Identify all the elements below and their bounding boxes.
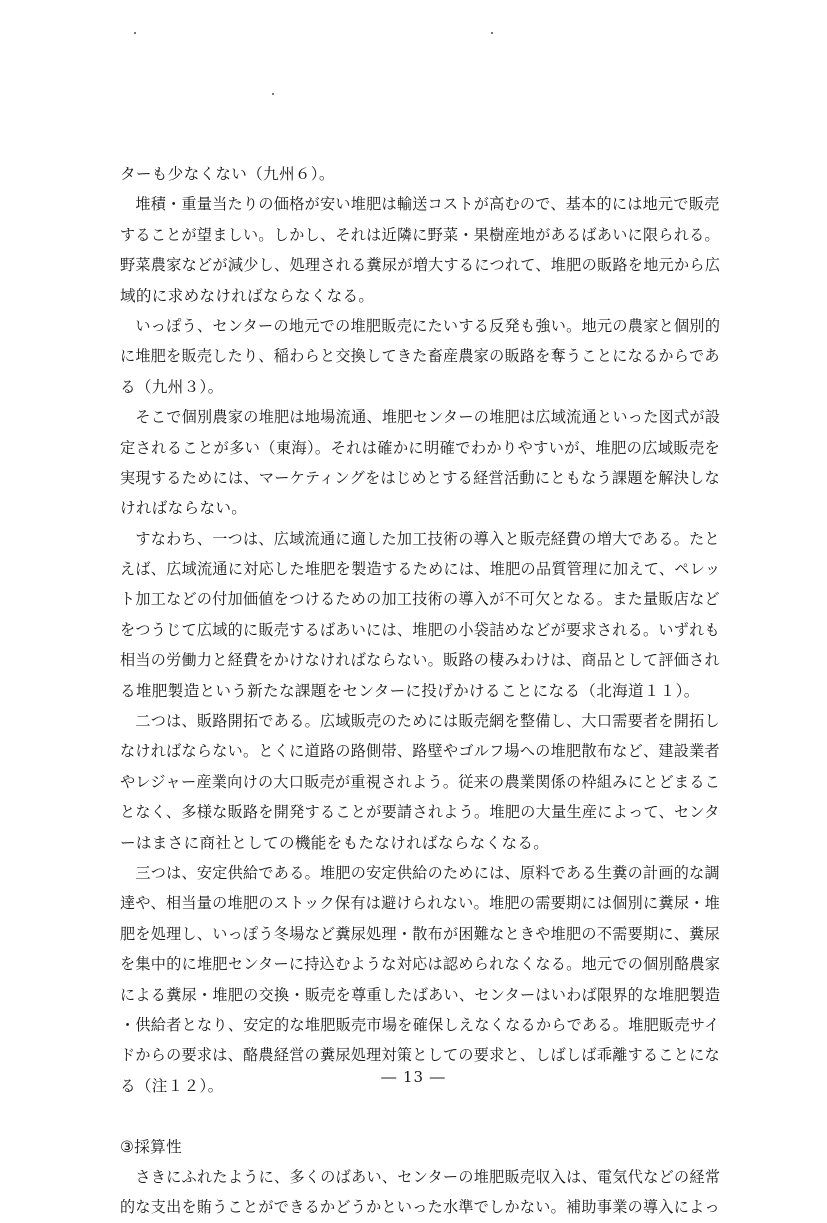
text-line: をつうじて広域的に販売するばあいには、堆肥の小袋詰めなどが要求される。いずれも (120, 620, 720, 639)
text-line: 野菜農家などが減少し、処理される糞尿が増大するにつれて、堆肥の販路を地元から広 (120, 256, 721, 275)
text-line: 的な支出を賄うことができるかどうかといった水準でしかない。補助事業の導入によっ (120, 1198, 720, 1217)
scan-speck (491, 32, 493, 34)
text-line: することが望ましい。しかし、それは近隣に野菜・果樹産地があるばあいに限られる。 (120, 225, 720, 244)
text-line: ト加工などの付加価値をつけるための加工技術の導入が不可欠となる。また量販店など (120, 590, 720, 609)
text-line: 達や、相当量の堆肥のストック保有は避けられない。堆肥の需要期には個別に糞尿・堆 (120, 894, 721, 913)
scan-speck (134, 32, 136, 34)
text-line: る（九州３）。 (120, 377, 224, 396)
blank-line (120, 1101, 720, 1131)
text-line: となく、多様な販路を開発することが要請されよう。堆肥の大量生産によって、センタ (120, 803, 720, 822)
text-line: る堆肥製造という新たな課題をセンターに投げかけることになる（北海道１１）。 (120, 681, 700, 700)
text-line: る（注１２）。 (120, 1076, 224, 1095)
text-line: えば、広域流通に対応した堆肥を製造するためには、堆肥の品質管理に加えて、ペレッ (120, 560, 721, 579)
text-line: そこで個別農家の堆肥は地場流通、堆肥センターの堆肥は広域流通といった図式が設 (120, 408, 721, 427)
text-line: 相当の労働力と経費をかけなければならない。販路の棲みわけは、商品として評価され (120, 651, 720, 670)
text-line: による糞尿・堆肥の交換・販売を尊重したばあい、センターはいわば限界的な堆肥製造 (120, 985, 721, 1004)
text-line: 域的に求めなければならなくなる。 (120, 286, 375, 305)
text-line: 三つは、安定供給である。堆肥の安定供給のためには、原料である生糞の計画的な調 (120, 863, 720, 882)
text-line: に堆肥を販売したり、稲わらと交換してきた畜産農家の販路を奪うことになるからであ (120, 347, 720, 366)
text-line: 定されることが多い（東海）。それは確かに明確でわかりやすいが、堆肥の広域販売を (120, 438, 721, 457)
text-line: ドからの要求は、酪農経営の糞尿処理対策としての要求と、しばしば乖離することにな (120, 1046, 720, 1065)
text-line: ・供給者となり、安定的な堆肥販売市場を確保しえなくなるからである。堆肥販売サイ (120, 1015, 720, 1034)
scan-speck (272, 93, 274, 95)
text-line: なければならない。とくに道路の路側帯、路壁やゴルフ場への堆肥散布など、建設業者 (120, 742, 720, 761)
text-line: 堆積・重量当たりの価格が安い堆肥は輸送コストが高むので、基本的には地元で販売 (120, 195, 720, 214)
text-line: ーはまさに商社としての機能をもたなければならなくなる。 (120, 833, 550, 852)
text-line: ければならない。 (120, 499, 248, 518)
text-line: すなわち、一つは、広域流通に適した加工技術の導入と販売経費の増大である。たと (120, 529, 720, 548)
text-line: やレジャー産業向けの大口販売が重視されよう。従来の農業関係の枠組みにとどまるこ (120, 772, 721, 791)
text-line: を集中的に堆肥センターに持込むような対応は認められなくなる。地元での個別酪農家 (120, 955, 721, 974)
text-line: 実現するためには、マーケティングをはじめとする経営活動にともなう課題を解決しな (120, 468, 720, 487)
text-line: 肥を処理し、いっぽう冬場など糞尿処理・散布が困難なときや堆肥の不需要期に、糞尿 (120, 924, 720, 943)
body-text (120, 159, 720, 1223)
page-number: ― 13 ― (381, 1068, 446, 1086)
text-line: いっぽう、センターの地元での堆肥販売にたいする反発も強い。地元の農家と個別的 (120, 316, 721, 335)
text-line: さきにふれたように、多くのばあい、センターの堆肥販売収入は、電気代などの経常 (120, 1167, 721, 1186)
text-line: 二つは、販路開拓である。広域販売のためには販売網を整備し、大口需要者を開拓し (120, 712, 720, 731)
section-heading: ③採算性 (120, 1137, 182, 1156)
text-line: ターも少なくない（九州６）。 (120, 165, 335, 183)
